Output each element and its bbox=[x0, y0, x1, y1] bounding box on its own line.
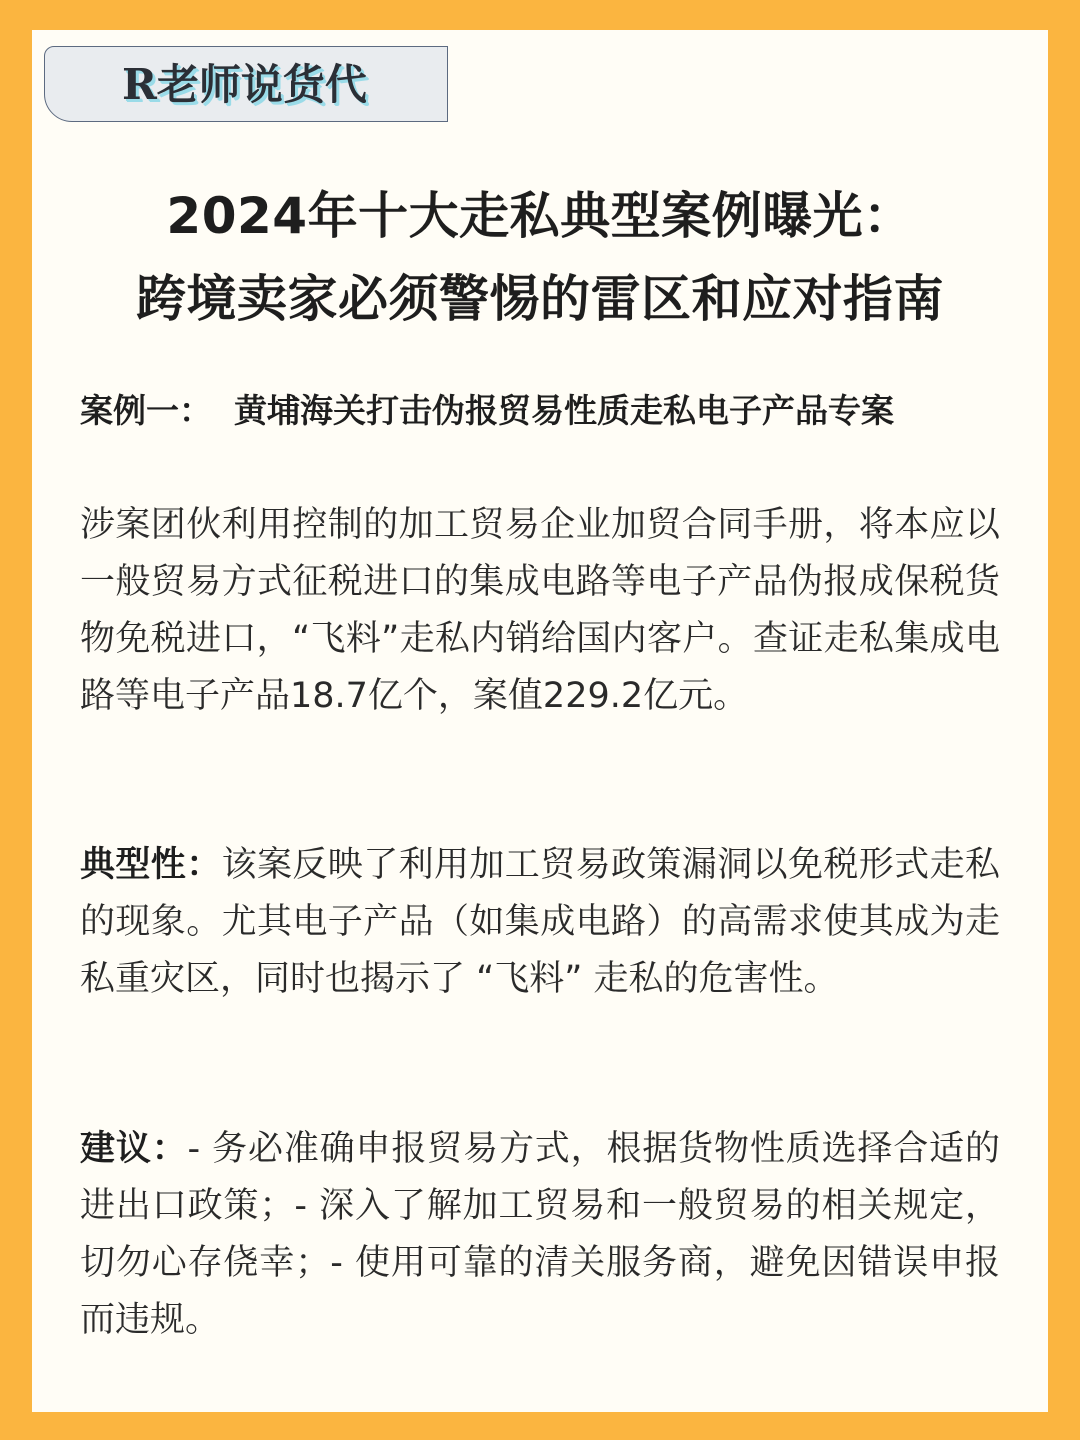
typicality-label: 典型性： bbox=[80, 845, 222, 885]
page-title-line-1: 2024年十大走私典型案例曝光： bbox=[166, 187, 914, 245]
case-description: 涉案团伙利用控制的加工贸易企业加贸合同手册，将本应以一般贸易方式征税进口的集成电路等电子产品伪报成保税货物免税进口，“飞料”走私内销给国内客户。查证走私集成电路等电子产品18.7亿个，案值229.2亿元。 bbox=[80, 505, 1000, 716]
typicality-text: 该案反映了利用加工贸易政策漏洞以免税形式走私的现象。尤其电子产品（如集成电路）的高需求使其成为走私重灾区，同时也揭示了 “飞料” 走私的危害性。 bbox=[80, 845, 1000, 999]
case-title: 黄埔海关打击伪报贸易性质走私电子产品专案 bbox=[234, 391, 894, 430]
case-heading bbox=[80, 388, 1010, 434]
case-label: 案例一： bbox=[80, 391, 212, 430]
advice-label: 建议： bbox=[80, 1129, 188, 1169]
typicality-paragraph bbox=[80, 837, 1000, 1008]
advice-text: - 务必准确申报贸易方式，根据货物性质选择合适的进出口政策；- 深入了解加工贸易和一般贸易的相关规定，切勿心存侥幸；- 使用可靠的清关服务商，避免因错误申报而违规。 bbox=[80, 1129, 1000, 1340]
page-title-line-2: 跨境卖家必须警惕的雷区和应对指南 bbox=[136, 270, 944, 328]
advice-paragraph bbox=[80, 1121, 1000, 1349]
author-tag-label: R老师说货代 bbox=[122, 60, 367, 109]
